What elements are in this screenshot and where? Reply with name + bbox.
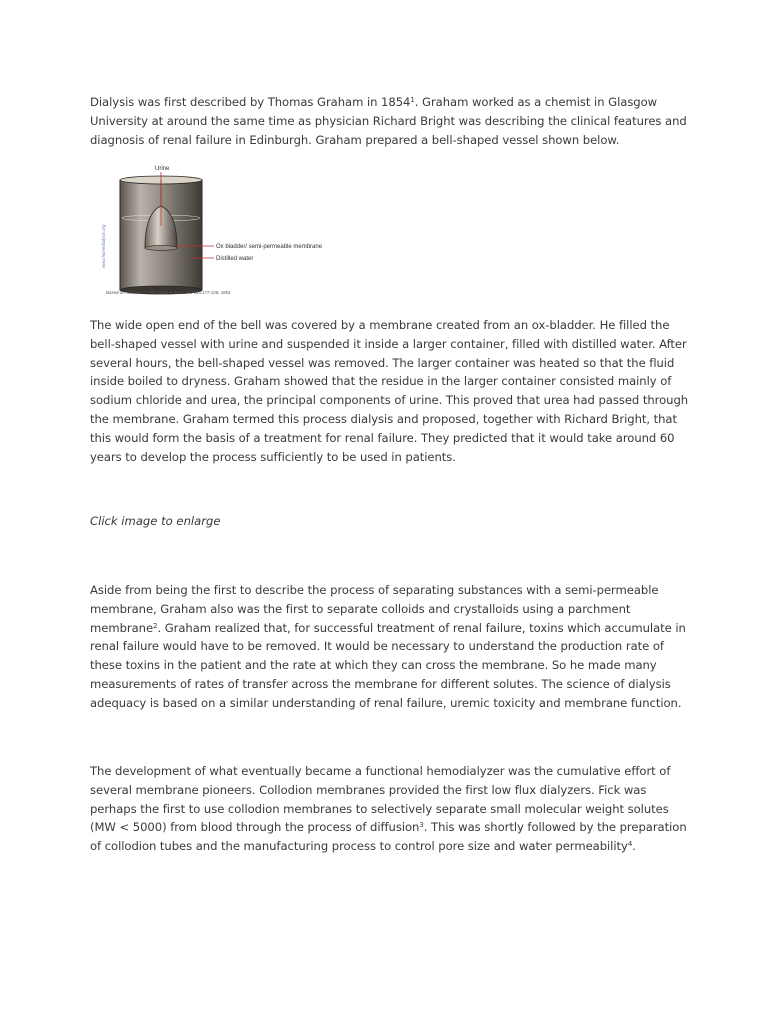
figure-side-text: www.homedialysis.org — [101, 224, 106, 268]
label-membrane: Ox bladder/ semi-permeable membrane — [216, 244, 323, 250]
intro-paragraph: Dialysis was first described by Thomas Graham in 1854$^1$. Graham worked as a chemist in Glasgow University at around the same time as physician Richard Bright was describing the clinical features and diagnosis of renal failure in Edinburgh. Graham prepared a bell-shaped vessel shown below. — [90, 95, 687, 147]
reference-3[interactable]: 3 — [419, 821, 424, 830]
membrane-paragraph: Aside from being the first to describe the process of separating substances with a semi-permeable membrane, Graham also was the first to separate colloids and crystalloids using a parchment membrane$^2$. Graham realized that, for successful treatment of renal failure, toxins which accumulate in renal failure would have to be removed. It would be necessary to understand the production rate of these toxins in the patient and the rate at which they can cross the membrane. So he made many measurements of rates of transfer across the membrane for different solutes. The science of dialysis adequacy is based on a similar understanding of renal failure, uremic toxicity and membrane function. — [90, 583, 686, 710]
reference-1[interactable]: 1 — [410, 96, 415, 104]
hemodialyzer-paragraph: The development of what eventually became a functional hemodialyzer was the cumulative effort of several membrane pioneers. Collodion membranes provided the first low flux dialyzers. Fick was perhaps the first to use collodion membranes to selectively separate small molecular weight solutes (MW < 5000) from blood through the process of diffusion$^3$. This was shortly followed by the preparation of collodion tubes and the manufacturing process to control pore size and water permeability$^4$. — [90, 764, 687, 854]
figure-source: Based on: Graham T. Phil Trans R Soc Lond 144:177-228, 1854 — [106, 290, 231, 295]
bell-membrane — [145, 246, 177, 251]
bell-vessel-paragraph: The wide open end of the bell was covered by a membrane created from an ox-bladder. He filled the bell-shaped vessel with urine and suspended it inside a larger container, filled with distilled water. After several hours, the bell-shaped vessel was removed. The larger container was heated so that the fluid inside boiled to dryness. Graham showed that the residue in the larger container consisted mainly of sodium chloride and urea, the principal components of urine. This proved that urea had passed through the membrane. Graham termed this process dialysis and proposed, together with Richard Bright, that this would form the basis of a treatment for renal failure. They predicted that it would take around 60 years to develop the process sufficiently to be used in patients. — [90, 318, 689, 464]
label-water: Distilled water — [216, 256, 254, 262]
graham-bell-vessel-figure[interactable] — [90, 160, 330, 300]
label-urine: Urine — [155, 166, 170, 172]
reference-4[interactable]: 4 — [627, 840, 633, 849]
reference-2[interactable]: 2 — [153, 621, 158, 630]
click-to-enlarge-caption[interactable]: Click image to enlarge — [90, 514, 221, 528]
